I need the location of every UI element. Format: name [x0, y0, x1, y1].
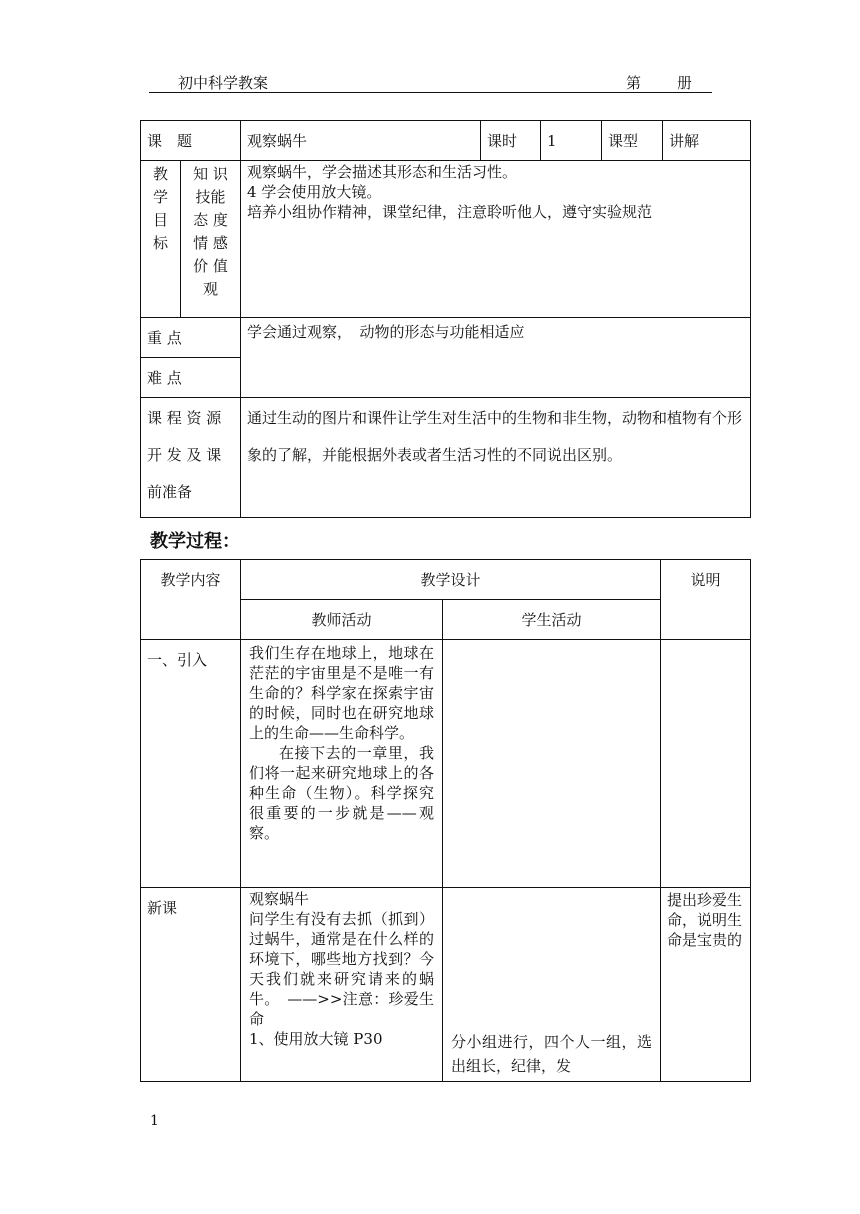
goal-sub-cell	[181, 161, 241, 318]
type-value: 讲解	[669, 131, 700, 150]
topic-label-cell	[141, 121, 241, 161]
hard-label: 难 点	[147, 368, 182, 387]
key-text-cell	[241, 318, 751, 398]
note-cell	[661, 640, 751, 888]
row-content: 一、引入	[147, 651, 208, 669]
teacher-line: 观察蜗牛	[249, 890, 310, 908]
col-note-header	[661, 560, 751, 640]
teacher-activity	[241, 640, 442, 846]
row-content: 新课	[147, 899, 178, 917]
resource-text-cell	[241, 398, 751, 518]
teacher-line: 1、使用放大镜 P30	[249, 1030, 383, 1048]
resource-text: 通过生动的图片和课件让学生对生活中的生物和非生物，动物和植物有个形象的了解，并能根据外表或者生活习性的不同说出区别。	[247, 409, 743, 464]
col-student-header	[443, 600, 661, 640]
period-value: 1	[547, 131, 557, 150]
row-note	[661, 640, 750, 648]
period-cell	[541, 121, 602, 161]
col-student-label: 学生活动	[521, 610, 582, 629]
teacher-activity	[241, 888, 442, 1050]
goals-cell	[241, 161, 751, 318]
col-note-label: 说明	[690, 571, 721, 589]
teacher-cell	[241, 888, 443, 1082]
goal-label-char: 标	[152, 234, 168, 252]
period-label-cell	[481, 121, 541, 161]
col-teacher-label: 教师活动	[311, 610, 372, 629]
type-cell	[663, 121, 751, 161]
resource-label-cell	[141, 398, 241, 518]
student-activity	[443, 640, 660, 648]
teacher-line: 问学生有没有去抓（抓到）过蜗牛，通常是在什么样的环境下，哪些地方找到？今天我们就来研究请来的蜗牛。 ——>>注意：珍爱生命	[249, 910, 434, 1028]
type-label: 课型	[608, 131, 639, 150]
goal-sub-line: 情 感	[193, 234, 228, 252]
hard-label-cell	[141, 358, 241, 398]
goal-item: 4 学会使用放大镜。	[247, 183, 382, 201]
content-cell	[141, 888, 241, 1082]
period-label: 课时	[487, 131, 518, 150]
goal-sub-line: 态 度	[193, 211, 228, 229]
content-cell	[141, 640, 241, 888]
goal-sub-line: 技能	[195, 188, 226, 206]
col-teacher-header	[241, 600, 443, 640]
col-design-label: 教学设计	[420, 570, 481, 589]
resource-label-line: 开 发 及 课	[147, 446, 222, 464]
goal-item: 培养小组协作精神，课堂纪律，注意聆听他人，遵守实验规范	[247, 203, 653, 221]
goal-label-char: 学	[152, 188, 168, 206]
col-content-header	[141, 560, 241, 640]
teacher-paragraph: 在接下去的一章里，我们将一起来研究地球上的各种生命（生物）。科学探究很重要的一步就是——观察。	[249, 744, 434, 842]
goal-label-char: 目	[152, 211, 168, 229]
key-text: 学会通过观察， 动物的形态与功能相适应	[247, 323, 525, 341]
header-title: 初中科学教案	[178, 74, 269, 92]
col-design-header	[241, 560, 661, 600]
goal-label	[141, 161, 180, 259]
student-activity: 分小组进行，四个人一组，选出组长，纪律，发	[451, 1033, 653, 1075]
page-number: 1	[150, 1113, 159, 1129]
resource-label-line: 前准备	[147, 483, 193, 501]
lesson-info-table	[140, 120, 751, 518]
topic-cell	[241, 121, 481, 161]
table-row	[141, 888, 751, 1082]
key-label: 重 点	[147, 328, 182, 347]
header-rule	[149, 92, 712, 93]
teacher-cell	[241, 640, 443, 888]
topic-label: 课 题	[147, 131, 193, 150]
goal-sub-line: 知 识	[193, 165, 228, 183]
teacher-paragraph: 我们生存在地球上，地球在茫茫的宇宙里是不是唯一有生命的？科学家在探索宇宙的时候，同时也在研究地球上的生命——生命科学。	[249, 644, 434, 742]
student-cell	[443, 888, 661, 1082]
goals	[241, 161, 750, 226]
row-note: 提出珍爱生命，说明生命是宝贵的	[667, 891, 743, 949]
process-title: 教学过程：	[150, 531, 240, 552]
key-label-cell	[141, 318, 241, 358]
topic-value: 观察蜗牛	[247, 131, 308, 150]
type-label-cell	[602, 121, 663, 161]
col-content-label: 教学内容	[160, 571, 221, 589]
goal-item: 观察蜗牛，学会描述其形态和生活习性。	[247, 163, 518, 181]
goal-sub-line: 价 值	[193, 257, 228, 275]
header-volume-suffix: 册	[677, 74, 695, 92]
goal-label-cell	[141, 161, 181, 318]
process-table	[140, 559, 751, 1082]
table-row	[141, 640, 751, 888]
goal-sub-line: 观	[203, 280, 219, 298]
resource-label	[141, 398, 240, 515]
resource-label-line: 课 程 资 源	[147, 409, 222, 427]
goal-sub	[181, 161, 240, 305]
header-volume-prefix: 第	[626, 74, 644, 92]
header-volume	[626, 72, 694, 93]
student-cell	[443, 640, 661, 888]
note-cell	[661, 888, 751, 1082]
goal-label-char: 教	[152, 165, 168, 183]
